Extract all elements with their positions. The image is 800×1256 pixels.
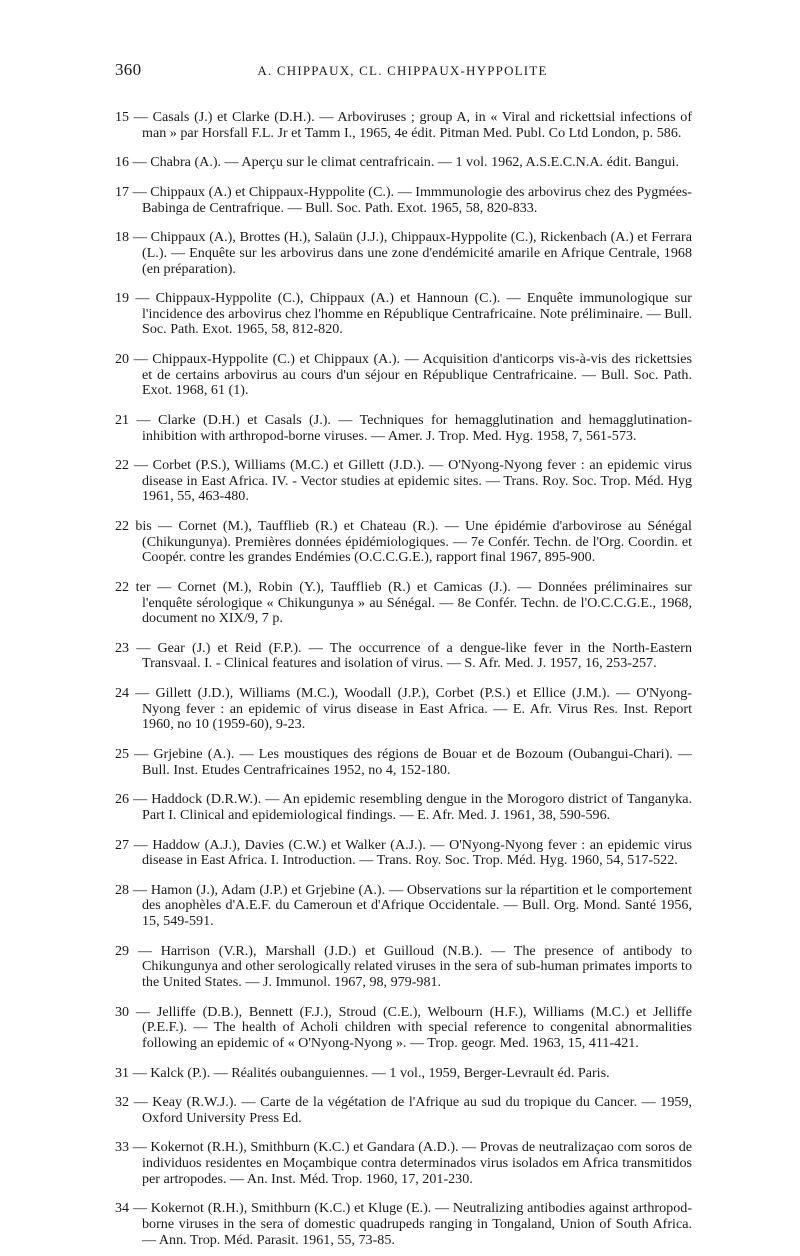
reference-text: Chippaux (A.), Brottes (H.), Salaün (J.J.), Chippaux-Hyppolite (C.), Rickenbach (A.) et Ferrara (L.). — Enquête sur les arbovirus dans une zone d'endémicité amarile en Afrique Centrale, 1968 (en préparation).: [142, 229, 692, 277]
reference-item: [115, 792, 692, 823]
reference-number: 22 ter: [115, 579, 151, 595]
reference-dash: —: [129, 881, 151, 898]
reference-item: [115, 1201, 692, 1248]
reference-number: 34: [115, 1200, 130, 1217]
reference-dash: —: [129, 639, 158, 656]
reference-text: Corbet (P.S.), Williams (M.C.) et Gillett (J.D.). — O'Nyong-Nyong fever : an epidemic virus disease in East Africa. IV. - Vector studies at epidemic sites. — Trans. Roy. Soc. Trop. Méd. Hyg 1961, 55, 463-480.: [142, 457, 692, 505]
reference-number: 30: [115, 1003, 130, 1020]
reference-text: Keay (R.W.J.). — Carte de la végétation de l'Afrique au sud du tropique du Cancer. — 1959, Oxford University Press Ed.: [142, 1094, 692, 1126]
reference-number: 24: [115, 685, 130, 702]
reference-number: 31: [115, 1064, 130, 1081]
reference-item: [115, 944, 692, 991]
page-number: 360: [115, 60, 142, 79]
reference-item: [115, 230, 692, 277]
reference-dash: —: [129, 411, 159, 428]
reference-number: 27: [115, 836, 130, 853]
reference-item: [115, 413, 692, 444]
reference-text: Gillett (J.D.), Williams (M.C.), Woodall (J.P.), Corbet (P.S.) et Ellice (J.M.). — O'Nyong-Nyong fever : an epidemic of virus disease in East Africa. — E. Afr. Virus Res. Inst. Report 1960, no 10 (1959-60), 9-23.: [142, 685, 692, 733]
reference-item: [115, 519, 692, 566]
reference-item: [115, 1095, 692, 1126]
running-head: A. CHIPPAUX, CL. CHIPPAUX-HYPPOLITE: [257, 63, 548, 78]
reference-dash: —: [129, 184, 151, 201]
reference-dash: —: [129, 1200, 151, 1217]
reference-number: 19: [115, 290, 130, 307]
reference-item: [115, 110, 692, 141]
reference-dash: —: [129, 1094, 153, 1111]
reference-dash: —: [129, 1003, 157, 1020]
reference-text: Chippaux (A.) et Chippaux-Hyppolite (C.). — Immmunologie des arbovirus chez des Pygmées-Babinga de Centrafrique. — Bull. Soc. Path. Exot. 1965, 58, 820-833.: [142, 184, 692, 216]
reference-text: Grjebine (A.). — Les moustiques des régions de Bouar et de Bozoum (Oubangui-Chari). — Bull. Inst. Etudes Centrafricaines 1952, no 4, 152-180.: [142, 746, 692, 778]
reference-number: 25: [115, 746, 130, 763]
reference-text: Kalck (P.). — Réalités oubanguiennes. — 1 vol., 1959, Berger-Levrault éd. Paris.: [150, 1064, 610, 1081]
reference-text: Hamon (J.), Adam (J.P.) et Grjebine (A.). — Observations sur la répartition et le comportement des anophèles d'A.E.F. du Cameroun et d'Afrique Occidentale. — Bull. Org. Mond. Santé 1956, 15, 549-591.: [142, 881, 693, 930]
reference-item: [115, 291, 692, 338]
reference-item: [115, 1066, 692, 1082]
reference-list: [115, 96, 692, 1256]
reference-dash: —: [129, 457, 153, 474]
reference-number: 23: [115, 639, 130, 656]
reference-dash: —: [129, 351, 153, 368]
reference-item: [115, 686, 692, 733]
reference-dash: —: [129, 942, 161, 959]
reference-number: 22 bis: [115, 518, 152, 535]
reference-number: 32: [115, 1094, 130, 1111]
reference-dash: —: [129, 290, 156, 307]
reference-text: Haddock (D.R.W.). — An epidemic resembling dengue in the Morogoro district of Tanganyka. Part I. Clinical and epidemiological findings. — E. Afr. Med. J. 1961, 38, 590-596.: [142, 791, 693, 823]
reference-text: Haddow (A.J.), Davies (C.W.) et Walker (A.J.). — O'Nyong-Nyong fever : an epidemic virus disease in East Africa. I. Introduction. — Trans. Roy. Soc. Trop. Méd. Hyg. 1960, 54, 517-522.: [142, 836, 693, 869]
reference-item: [115, 580, 692, 627]
reference-dash: —: [129, 229, 151, 246]
reference-text: Gear (J.) et Reid (F.P.). — The occurrence of a dengue-like fever in the North-Eastern Transvaal. I. - Clinical features and isolation of virus. — S. Afr. Med. J. 1957, 16, 253-257.: [142, 639, 693, 672]
reference-number: 21: [115, 411, 130, 428]
reference-number: 16: [115, 154, 130, 171]
reference-text: Chippaux-Hyppolite (C.) et Chippaux (A.). — Acquisition d'anticorps vis-à-vis des rickettsies et de certains arbovirus au cours d'un séjour en République Centrafricaine. — Bull. Soc. Path. Exot. 1968, 61 (1).: [142, 351, 693, 399]
page-header: [115, 60, 690, 82]
reference-text: Chabra (A.). — Aperçu sur le climat centrafricain. — 1 vol. 1962, A.S.E.C.N.A. édit. Bangui.: [150, 154, 680, 171]
reference-number: 33: [115, 1139, 130, 1156]
reference-number: 15: [115, 109, 130, 126]
reference-number: 29: [115, 942, 130, 959]
reference-text: Kokernot (R.H.), Smithburn (K.C.) et Gandara (A.D.). — Provas de neutralizaçao com soros de individuos residentes en Moçambique contra determinados virus isolados em Africa transmitidos per artropodes. — An. Inst. Méd. Trop. 1960, 17, 201-230.: [142, 1139, 693, 1187]
reference-dash: —: [129, 154, 151, 171]
reference-text: Casals (J.) et Clarke (D.H.). — Arboviruses ; group A, in « Viral and rickettsial infections of man » par Horsfall F.L. Jr et Tamm I., 1965, 4e édit. Pitman Med. Publ. Co Ltd London, p. 586.: [142, 109, 693, 141]
reference-dash: —: [129, 109, 153, 126]
reference-item: [115, 747, 692, 778]
reference-number: 26: [115, 791, 130, 808]
reference-item: [115, 458, 692, 505]
reference-item: [115, 641, 692, 672]
reference-dash: —: [129, 791, 152, 808]
reference-number: 22: [115, 457, 130, 474]
reference-dash: —: [129, 746, 154, 763]
reference-text: Cornet (M.), Taufflieb (R.) et Chateau (R.). — Une épidémie d'arbovirose au Sénégal (Chikungunya). Premières données épidémiologiques. — 7e Confér. Techn. de l'Org. Coordin. et Coopér. contre les grandes Endémies (O.C.C.G.E.), rapport final 1967, 895-900.: [142, 518, 692, 566]
reference-text: Jelliffe (D.B.), Bennett (F.J.), Stroud (C.E.), Welbourn (H.F.), Williams (M.C.) et Jelliffe (P.E.F.). — The health of Acholi children with special reference to congenital abnormalities following an epidemic of « O'Nyong-Nyong ». — Trop. geogr. Med. 1963, 15, 411-421.: [142, 1003, 693, 1051]
reference-text: Kokernot (R.H.), Smithburn (K.C.) et Kluge (E.). — Neutralizing antibodies against arthropod-borne viruses in the sera of domestic quadrupeds ranging in Tongaland, Union of South Africa. — Ann. Trop. Méd. Parasit. 1961, 55, 73-85.: [142, 1200, 693, 1248]
reference-number: 18: [115, 229, 130, 246]
reference-number: 20: [115, 351, 130, 368]
reference-item: [115, 352, 692, 399]
reference-text: Cornet (M.), Robin (Y.), Taufflieb (R.) et Camicas (J.). — Données préliminaires sur l'enquête sérologique « Chikungunya » au Sénégal. — 8e Confér. Techn. de l'O.C.C.G.E., 1968, document no XIX/9, 7 p.: [142, 579, 693, 627]
reference-dash: —: [129, 836, 153, 853]
reference-dash: —: [151, 518, 179, 535]
reference-dash: —: [129, 685, 156, 702]
reference-item: [115, 155, 692, 171]
reference-dash: —: [150, 579, 178, 595]
reference-item: [115, 185, 692, 216]
reference-text: Clarke (D.H.) et Casals (J.). — Techniques for hemagglutination and hemagglutination-inhibition with arthropod-borne viruses. — Amer. J. Trop. Med. Hyg. 1958, 7, 561-573.: [142, 411, 693, 444]
reference-text: Harrison (V.R.), Marshall (J.D.) et Guilloud (N.B.). — The presence of antibody to Chikungunya and other serologically related viruses in the sera of sub-human primates imports to the United States. — J. Immunol. 1967, 98, 979-981.: [142, 942, 692, 990]
reference-dash: —: [129, 1139, 151, 1156]
reference-text: Chippaux-Hyppolite (C.), Chippaux (A.) et Hannoun (C.). — Enquête immunologique sur l'incidence des arbovirus chez l'homme en République Centrafricaine. Note préliminaire. — Bull. Soc. Path. Exot. 1965, 58, 812-820.: [142, 290, 692, 338]
reference-item: [115, 1005, 692, 1052]
reference-number: 28: [115, 881, 130, 898]
reference-item: [115, 838, 692, 869]
reference-dash: —: [129, 1064, 151, 1081]
reference-number: 17: [115, 184, 130, 201]
reference-item: [115, 883, 692, 930]
reference-item: [115, 1140, 692, 1187]
